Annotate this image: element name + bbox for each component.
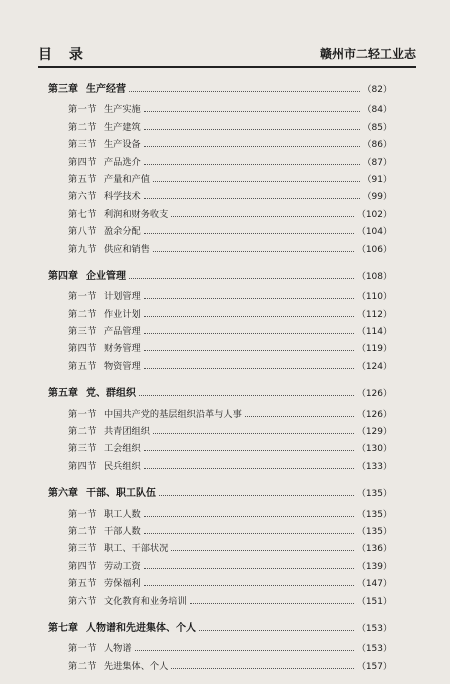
page-number: （82） (362, 85, 392, 95)
section-title: 作业计划 (104, 308, 141, 320)
section-label: 第二节 (68, 660, 98, 672)
page-number: （126） (356, 389, 392, 400)
section-entry[interactable] (48, 558, 392, 575)
toc-heading: 目 录 (38, 47, 89, 63)
section-title: 共青团组织 (104, 426, 150, 438)
dot-leader (144, 516, 354, 517)
section-entry[interactable] (48, 171, 392, 188)
page-number: （124） (356, 361, 392, 372)
dot-leader (245, 416, 354, 417)
dot-leader (144, 233, 354, 234)
section-title: 干部人数 (104, 525, 141, 537)
chapter-title: 企业管理 (86, 270, 126, 282)
dot-leader (190, 603, 354, 604)
chapter-entry[interactable] (48, 619, 392, 636)
page-number: （91） (362, 174, 392, 185)
dot-leader (129, 278, 354, 279)
section-entry[interactable] (48, 306, 392, 323)
page-number: （157） (356, 661, 392, 672)
section-entry[interactable] (48, 540, 392, 557)
table-of-contents (48, 76, 392, 684)
section-title: 文化教育和业务培训 (104, 595, 187, 607)
section-title: 劳保福利 (104, 578, 141, 590)
dot-leader (159, 495, 354, 496)
section-entry[interactable] (48, 101, 392, 118)
dot-leader (144, 198, 360, 199)
dot-leader (144, 450, 354, 451)
section-label: 第四节 (68, 343, 98, 355)
section-title: 生产建筑 (104, 121, 141, 133)
dot-leader (144, 298, 354, 299)
page-number: （130） (356, 444, 392, 455)
section-title: 中国共产党的基层组织沿革与人事 (104, 408, 242, 420)
section-title: 生产设备 (104, 139, 141, 151)
dot-leader (199, 630, 354, 631)
book-title: 赣州市二轻工业志 (319, 47, 416, 61)
section-entry[interactable] (48, 188, 392, 205)
chapter-label: 第五章 (48, 388, 78, 400)
dot-leader (144, 164, 360, 165)
section-label: 第三节 (68, 443, 98, 455)
page-number: （102） (356, 209, 392, 220)
section-title: 财务管理 (104, 343, 141, 355)
section-entry[interactable] (48, 523, 392, 540)
section-entry[interactable] (48, 640, 392, 657)
dot-leader (171, 668, 354, 669)
dot-leader (129, 91, 360, 92)
chapter-group (48, 267, 392, 375)
chapter-group (48, 484, 392, 610)
section-label: 第五节 (68, 578, 98, 590)
section-label: 第二节 (68, 121, 98, 133)
page-number: （153） (356, 644, 392, 655)
section-entry[interactable] (48, 440, 392, 457)
page-number: （147） (356, 579, 392, 590)
section-entry[interactable] (48, 206, 392, 223)
page-number: （110） (356, 292, 392, 303)
dot-leader (144, 368, 354, 369)
section-title: 职工、干部状况 (104, 543, 169, 555)
section-label: 第六节 (68, 595, 98, 607)
page-number: （135） (356, 509, 392, 520)
section-title: 人物谱 (104, 643, 132, 655)
section-entry[interactable] (48, 423, 392, 440)
section-entry[interactable] (48, 406, 392, 423)
chapter-label: 第七章 (48, 622, 78, 634)
section-entry[interactable] (48, 223, 392, 240)
section-label: 第四节 (68, 560, 98, 572)
section-title: 盈余分配 (104, 226, 141, 238)
page-number: （126） (356, 409, 392, 420)
section-title: 工会组织 (104, 443, 141, 455)
section-label: 第五节 (68, 360, 98, 372)
page-number: （139） (356, 561, 392, 572)
dot-leader (153, 251, 354, 252)
section-entry[interactable] (48, 136, 392, 153)
section-entry[interactable] (48, 154, 392, 171)
section-title: 先进集体、个人 (104, 660, 169, 672)
page-number: （108） (356, 271, 392, 282)
dot-leader (144, 333, 354, 334)
section-label: 第一节 (68, 104, 98, 116)
dot-leader (153, 433, 354, 434)
page-number: （87） (362, 157, 392, 168)
chapter-title: 人物谱和先进集体、个人 (86, 622, 196, 634)
chapter-entry[interactable] (48, 80, 392, 97)
section-title: 民兵组织 (104, 460, 141, 472)
chapter-title: 干部、职工队伍 (86, 488, 156, 500)
section-label: 第七节 (68, 208, 98, 220)
section-entry[interactable] (48, 119, 392, 136)
page-number: （99） (362, 192, 392, 203)
section-title: 物资管理 (104, 360, 141, 372)
page-number: （129） (356, 427, 392, 438)
section-title: 利润和财务收支 (104, 208, 169, 220)
section-title: 产品选介 (104, 156, 141, 168)
section-label: 第一节 (68, 408, 98, 420)
page-number: （114） (356, 327, 392, 338)
section-label: 第四节 (68, 460, 98, 472)
section-entry[interactable] (48, 288, 392, 305)
page-number: （133） (356, 461, 392, 472)
dot-leader (153, 181, 360, 182)
chapter-label: 第四章 (48, 270, 78, 282)
section-label: 第二节 (68, 308, 98, 320)
section-title: 产量和产值 (104, 173, 150, 185)
page-number: （112） (356, 309, 392, 320)
section-title: 科学技术 (104, 191, 141, 203)
section-entry[interactable] (48, 323, 392, 340)
dot-leader (139, 395, 354, 396)
page-number: （119） (356, 344, 392, 355)
section-entry[interactable] (48, 340, 392, 357)
section-label: 第一节 (68, 643, 98, 655)
section-entry[interactable] (48, 506, 392, 523)
dot-leader (144, 111, 360, 112)
dot-leader (171, 550, 354, 551)
section-label: 第一节 (68, 508, 98, 520)
section-label: 第三节 (68, 326, 98, 338)
page-number: （153） (356, 623, 392, 634)
section-title: 职工人数 (104, 508, 141, 520)
section-entry[interactable] (48, 241, 392, 258)
page-number: （135） (356, 526, 392, 537)
section-title: 计划管理 (104, 291, 141, 303)
dot-leader (144, 316, 354, 317)
dot-leader (144, 533, 354, 534)
section-label: 第八节 (68, 226, 98, 238)
section-label: 第四节 (68, 156, 98, 168)
chapter-label: 第六章 (48, 488, 78, 500)
page-number: （85） (362, 122, 392, 133)
section-label: 第二节 (68, 525, 98, 537)
chapter-title: 生产经营 (86, 84, 126, 95)
section-entry[interactable] (48, 593, 392, 610)
section-label: 第五节 (68, 173, 98, 185)
page-header (38, 42, 416, 64)
section-entry[interactable] (48, 575, 392, 592)
section-title: 生产实施 (104, 104, 141, 116)
page-number: （84） (362, 105, 392, 116)
chapter-label: 第三章 (48, 84, 78, 95)
section-label: 第六节 (68, 191, 98, 203)
dot-leader (171, 216, 354, 217)
section-label: 第二节 (68, 426, 98, 438)
chapter-entry[interactable] (48, 267, 392, 284)
section-entry[interactable] (48, 458, 392, 475)
section-label: 第九节 (68, 243, 98, 255)
chapter-entry[interactable] (48, 484, 392, 501)
page-number: （106） (356, 244, 392, 255)
page-number: （136） (356, 544, 392, 555)
section-label: 第一节 (68, 291, 98, 303)
section-title: 劳动工资 (104, 560, 141, 572)
chapter-group (48, 384, 392, 475)
dot-leader (144, 350, 354, 351)
section-title: 产品管理 (104, 326, 141, 338)
section-title: 供应和销售 (104, 243, 150, 255)
page-number: （86） (362, 140, 392, 151)
page-number: （151） (356, 596, 392, 607)
dot-leader (144, 585, 354, 586)
chapter-title: 党、群组织 (86, 388, 136, 400)
section-label: 第三节 (68, 139, 98, 151)
section-entry[interactable] (48, 658, 392, 675)
dot-leader (144, 129, 360, 130)
section-label: 第三节 (68, 543, 98, 555)
section-entry[interactable] (48, 358, 392, 375)
dot-leader (144, 146, 360, 147)
page-number: （135） (356, 489, 392, 500)
chapter-group (48, 619, 392, 675)
page-number: （104） (356, 227, 392, 238)
dot-leader (144, 568, 354, 569)
chapter-entry[interactable] (48, 384, 392, 401)
dot-leader (144, 468, 354, 469)
dot-leader (135, 650, 354, 651)
header-rule (38, 66, 416, 68)
chapter-group (48, 80, 392, 258)
